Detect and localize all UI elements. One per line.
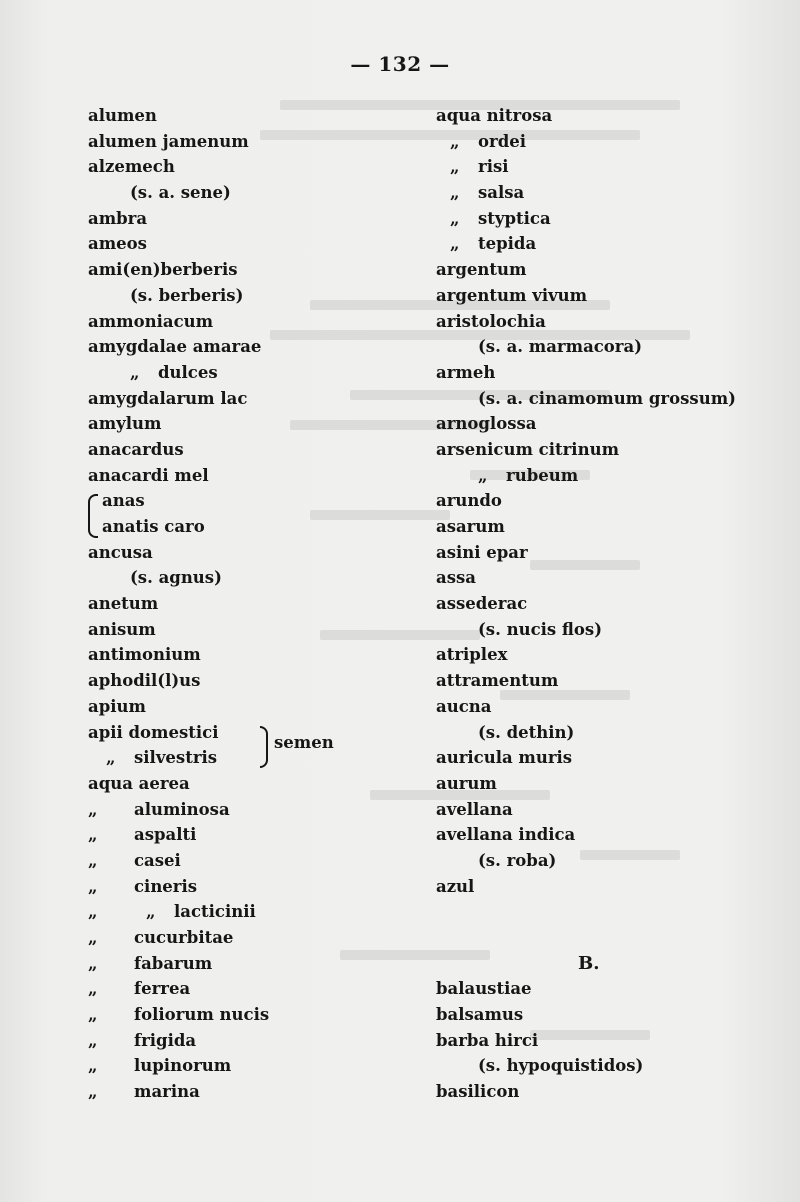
cross-reference: (s. agnus) — [130, 568, 222, 588]
ditto-mark: „ — [450, 208, 460, 228]
entry-ditto — [88, 745, 458, 771]
entry-word: fabarum — [134, 953, 213, 973]
entry: amygdalarum lac — [88, 388, 248, 408]
entry-word: aluminosa — [134, 799, 230, 819]
entry: anisum — [88, 619, 156, 639]
entry: asini epar — [436, 542, 528, 562]
entry: aphodil(l)us — [88, 671, 201, 691]
entry: ambra — [88, 208, 148, 228]
entry-ditto — [88, 1079, 458, 1105]
ditto-mark: „ — [88, 902, 98, 922]
entry: asarum — [436, 517, 505, 536]
entry-ditto — [88, 360, 458, 386]
ditto-mark: „ — [478, 465, 488, 485]
entry-word: salsa — [478, 183, 525, 203]
entry-ditto — [436, 180, 800, 206]
entry: barba hirci — [436, 1030, 539, 1050]
ditto-mark: „ — [88, 799, 98, 819]
cross-reference: (s. dethin) — [478, 722, 575, 742]
entry-word: foliorum nucis — [134, 1005, 270, 1025]
entry: aucna — [436, 696, 492, 716]
entry: alumen — [88, 106, 157, 125]
page-number: — 132 — — [350, 52, 450, 76]
entry: avellana — [436, 799, 513, 819]
entry-word: semen — [274, 732, 334, 752]
entry: ancusa — [88, 542, 153, 562]
entry-ditto — [88, 848, 458, 874]
entry: apii domestici — [88, 722, 219, 742]
entry: anas — [102, 491, 145, 511]
entry-ditto — [436, 463, 800, 489]
entry-ditto — [88, 976, 458, 1002]
ditto-mark: „ — [88, 825, 98, 845]
entry-word: risi — [478, 157, 509, 177]
entry-ditto — [88, 925, 458, 951]
entry: anetum — [88, 594, 159, 614]
entry: ameos — [88, 234, 147, 254]
entry-word: rubeum — [506, 465, 579, 485]
entry: armeh — [436, 362, 496, 382]
cross-reference: (s. a. sene) — [130, 183, 231, 203]
entry: amylum — [88, 414, 162, 434]
entry-ditto — [436, 154, 800, 180]
entry-word: marina — [134, 1082, 200, 1102]
entry: ammoniacum — [88, 311, 214, 331]
entry: alzemech — [88, 157, 175, 177]
cross-reference: (s. a. marmacora) — [478, 337, 643, 357]
entry: alumen jamenum — [88, 131, 249, 151]
entry: amygdalae amarae — [88, 337, 262, 357]
entry-ditto — [88, 797, 458, 823]
entry: atriplex — [436, 645, 508, 665]
entry-word: casei — [134, 850, 181, 870]
entry: apium — [88, 696, 146, 716]
ditto-mark: „ — [450, 183, 460, 203]
entry-word: ordei — [478, 131, 527, 151]
cross-reference: (s. nucis flos) — [478, 619, 603, 639]
section-heading: B. — [578, 952, 600, 974]
ditto-mark: „ — [88, 1030, 98, 1050]
braced-entry-group — [88, 488, 458, 539]
entry-ditto — [436, 129, 800, 155]
right-brace-icon — [260, 726, 268, 768]
ditto-mark: „ — [88, 979, 98, 999]
spacer — [436, 899, 800, 925]
cross-reference: (s. roba) — [478, 850, 557, 870]
ditto-mark: „ — [450, 234, 460, 254]
ditto-mark: „ — [146, 902, 156, 922]
ditto-mark: „ — [88, 928, 98, 948]
ditto-mark: „ — [88, 1005, 98, 1025]
entry: aqua nitrosa — [436, 106, 553, 125]
entry: balsamus — [436, 1005, 524, 1025]
ditto-mark: „ — [130, 362, 140, 382]
entry-ditto — [88, 1028, 458, 1054]
entry: aristolochia — [436, 311, 546, 331]
entry: anacardi mel — [88, 465, 209, 485]
entry: argentum vivum — [436, 285, 588, 305]
entry: azul — [436, 876, 475, 896]
entry-word: silvestris — [134, 748, 218, 768]
entry: auricula muris — [436, 748, 573, 768]
entry: anatis caro — [102, 517, 205, 536]
entry-word: cucurbitae — [134, 928, 234, 948]
ditto-mark: „ — [450, 131, 460, 151]
entry: assa — [436, 568, 476, 588]
ditto-mark: „ — [450, 157, 460, 177]
entry: antimonium — [88, 645, 201, 665]
cross-reference: (s. hypoquistidos) — [478, 1056, 644, 1076]
entry: attramentum — [436, 671, 559, 691]
right-column — [436, 103, 800, 1105]
entry-ditto — [88, 899, 458, 925]
ditto-mark: „ — [88, 1082, 98, 1102]
entry: balaustiae — [436, 979, 532, 999]
entry-word: frigida — [134, 1030, 197, 1050]
entry-word: cineris — [134, 876, 198, 896]
entry-word: lacticinii — [174, 902, 256, 922]
ditto-mark: „ — [88, 850, 98, 870]
entry-ditto — [436, 206, 800, 232]
entry: argentum — [436, 260, 527, 280]
ditto-mark: „ — [88, 953, 98, 973]
spacer — [436, 925, 800, 951]
entry-ditto — [88, 951, 458, 977]
ditto-mark: „ — [106, 748, 116, 768]
entry: aqua aerea — [88, 773, 190, 793]
entry: aurum — [436, 773, 497, 793]
entry-word: styptica — [478, 208, 551, 228]
entry-ditto — [88, 822, 458, 848]
left-column — [88, 103, 458, 1105]
cross-reference: (s. berberis) — [130, 285, 244, 305]
entry-ditto — [436, 231, 800, 257]
ditto-mark: „ — [88, 1056, 98, 1076]
entry: arnoglossa — [436, 414, 537, 434]
braced-entry-group — [88, 720, 458, 771]
entry: ami(en)berberis — [88, 260, 238, 280]
entry-ditto — [88, 1002, 458, 1028]
ditto-mark: „ — [88, 876, 98, 896]
entry: assederac — [436, 594, 528, 614]
entry: basilicon — [436, 1082, 520, 1102]
entry-word: aspalti — [134, 825, 197, 845]
entry-ditto — [88, 874, 458, 900]
entry: avellana indica — [436, 825, 576, 845]
entry-word: lupinorum — [134, 1056, 232, 1076]
entry: anacardus — [88, 439, 184, 459]
entry-word: ferrea — [134, 979, 191, 999]
entry: arsenicum citrinum — [436, 439, 620, 459]
entry: arundo — [436, 491, 502, 511]
entry-ditto — [88, 1053, 458, 1079]
entry-word: tepida — [478, 234, 537, 254]
entry-word: dulces — [158, 362, 218, 382]
cross-reference: (s. a. cinamomum grossum) — [478, 388, 736, 408]
